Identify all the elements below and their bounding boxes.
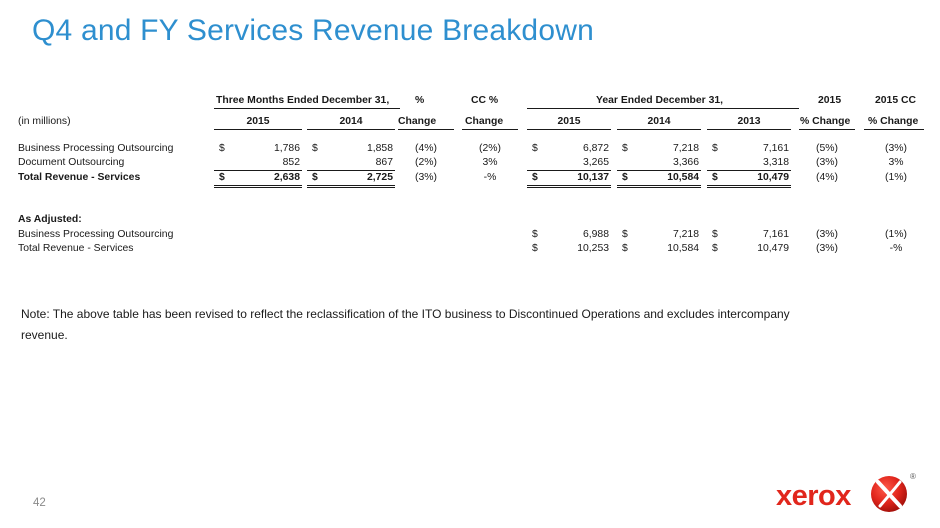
dollar-sign: $ bbox=[712, 229, 718, 240]
header-in-millions: (in millions) bbox=[18, 116, 71, 127]
cell-cc-change: -% bbox=[483, 172, 497, 183]
cell-pct-change: (5%) bbox=[816, 143, 838, 154]
total-line-fy2014-b bbox=[617, 187, 701, 188]
cell-cc-change: 3% bbox=[482, 157, 498, 168]
cell-pct-change: (3%) bbox=[816, 157, 838, 168]
subtotal-line-fy2014 bbox=[617, 170, 701, 171]
total-line-fy2015-b bbox=[527, 187, 611, 188]
cell-fy2013: 10,479 bbox=[757, 243, 789, 254]
cell-q2014: 2,725 bbox=[366, 172, 393, 183]
dollar-sign: $ bbox=[219, 172, 225, 183]
total-line-q2014-a bbox=[307, 185, 395, 186]
header-q2015: 2015 bbox=[246, 116, 270, 127]
xerox-sphere-icon bbox=[870, 470, 910, 516]
header-cc-pct: CC % bbox=[471, 95, 499, 106]
dollar-sign: $ bbox=[622, 243, 628, 254]
registered-mark: ® bbox=[910, 472, 916, 481]
dollar-sign: $ bbox=[712, 172, 718, 183]
dollar-sign: $ bbox=[219, 143, 225, 154]
total-line-q2015-a bbox=[214, 185, 302, 186]
row-label: Business Processing Outsourcing bbox=[18, 229, 174, 240]
logo-wordmark: xerox bbox=[776, 480, 851, 512]
cell-fy2015: 3,265 bbox=[582, 157, 609, 168]
total-line-fy2014-a bbox=[617, 185, 701, 186]
total-line-q2014-b bbox=[307, 187, 395, 188]
cell-change: (3%) bbox=[415, 172, 437, 183]
header-pct: % bbox=[415, 95, 425, 106]
dollar-sign: $ bbox=[312, 143, 318, 154]
cell-fy2014: 7,218 bbox=[672, 229, 699, 240]
header-three-months: Three Months Ended December 31, bbox=[216, 95, 390, 106]
cell-fy2015: 10,137 bbox=[577, 172, 609, 183]
total-line-q2015-b bbox=[214, 187, 302, 188]
cell-pct-change: (3%) bbox=[816, 243, 838, 254]
cell-fy2014: 10,584 bbox=[667, 172, 699, 183]
footnote: Note: The above table has been revised to reflect the reclassification of the ITO business to Discontinued Operations and excludes intercompany revenue. bbox=[21, 307, 790, 342]
cell-fy2014: 10,584 bbox=[667, 243, 699, 254]
subtotal-line-q2015 bbox=[214, 170, 302, 171]
cell-fy2013: 3,318 bbox=[762, 157, 789, 168]
underline-fy2015 bbox=[527, 129, 611, 130]
cell-q2015: 1,786 bbox=[273, 143, 300, 154]
dollar-sign: $ bbox=[622, 172, 628, 183]
cell-pct-change-cc: (1%) bbox=[885, 172, 907, 183]
underline-pct-change bbox=[799, 129, 855, 130]
cell-fy2014: 7,218 bbox=[672, 143, 699, 154]
total-line-fy2015-a bbox=[527, 185, 611, 186]
row-label: Total Revenue - Services bbox=[18, 172, 141, 183]
cell-fy2015: 6,988 bbox=[582, 229, 609, 240]
underline-pct-change-cc bbox=[864, 129, 924, 130]
dollar-sign: $ bbox=[532, 229, 538, 240]
page-title: Q4 and FY Services Revenue Breakdown bbox=[32, 14, 594, 47]
cell-fy2015: 6,872 bbox=[582, 143, 609, 154]
subtotal-line-q2014 bbox=[307, 170, 395, 171]
underline-fy2013 bbox=[707, 129, 791, 130]
underline-change bbox=[398, 129, 454, 130]
cell-fy2013: 7,161 bbox=[762, 229, 789, 240]
page-number: 42 bbox=[33, 497, 46, 509]
header-q2014: 2014 bbox=[339, 116, 363, 127]
cell-change: (2%) bbox=[415, 157, 437, 168]
cell-cc-change: (2%) bbox=[479, 143, 501, 154]
underline-q2014 bbox=[307, 129, 395, 130]
cell-q2015: 852 bbox=[282, 157, 300, 168]
dollar-sign: $ bbox=[712, 143, 718, 154]
header-fy2013: 2013 bbox=[737, 116, 761, 127]
row-label: Business Processing Outsourcing bbox=[18, 143, 174, 154]
cell-pct-change: (4%) bbox=[816, 172, 838, 183]
dollar-sign: $ bbox=[712, 243, 718, 254]
dollar-sign: $ bbox=[622, 229, 628, 240]
header-pct-change-cc: % Change bbox=[868, 116, 919, 127]
dollar-sign: $ bbox=[532, 143, 538, 154]
header-year-ended: Year Ended December 31, bbox=[596, 95, 724, 106]
adjusted-heading: As Adjusted: bbox=[18, 214, 82, 225]
header-2015: 2015 bbox=[818, 95, 842, 106]
underline-q2015 bbox=[214, 129, 302, 130]
cell-fy2013: 7,161 bbox=[762, 143, 789, 154]
cell-fy2013: 10,479 bbox=[757, 172, 789, 183]
header-cc-change: Change bbox=[465, 116, 504, 127]
dollar-sign: $ bbox=[532, 172, 538, 183]
cell-pct-change-cc: (3%) bbox=[885, 143, 907, 154]
cell-pct-change-cc: -% bbox=[889, 243, 903, 254]
subtotal-line-fy2015 bbox=[527, 170, 611, 171]
total-line-fy2013-b bbox=[707, 187, 791, 188]
cell-change: (4%) bbox=[415, 143, 437, 154]
cell-pct-change-cc: (1%) bbox=[885, 229, 907, 240]
row-label: Document Outsourcing bbox=[18, 157, 125, 168]
row-label: Total Revenue - Services bbox=[18, 243, 134, 254]
total-line-fy2013-a bbox=[707, 185, 791, 186]
dollar-sign: $ bbox=[532, 243, 538, 254]
dollar-sign: $ bbox=[622, 143, 628, 154]
cell-q2014: 867 bbox=[375, 157, 393, 168]
cell-fy2014: 3,366 bbox=[672, 157, 699, 168]
cell-pct-change-cc: 3% bbox=[888, 157, 904, 168]
cell-q2015: 2,638 bbox=[273, 172, 300, 183]
dollar-sign: $ bbox=[312, 172, 318, 183]
cell-pct-change: (3%) bbox=[816, 229, 838, 240]
cell-fy2015: 10,253 bbox=[577, 243, 609, 254]
header-2015-cc: 2015 CC bbox=[875, 95, 917, 106]
header-fy2015: 2015 bbox=[557, 116, 581, 127]
cell-q2014: 1,858 bbox=[366, 143, 393, 154]
underline-year-ended bbox=[527, 108, 799, 109]
underline-fy2014 bbox=[617, 129, 701, 130]
xerox-logo bbox=[776, 472, 916, 520]
header-fy2014: 2014 bbox=[647, 116, 671, 127]
underline-three-months bbox=[214, 108, 400, 109]
subtotal-line-fy2013 bbox=[707, 170, 791, 171]
header-pct-change: % Change bbox=[800, 116, 851, 127]
header-change: Change bbox=[398, 116, 437, 127]
underline-cc-change bbox=[462, 129, 518, 130]
